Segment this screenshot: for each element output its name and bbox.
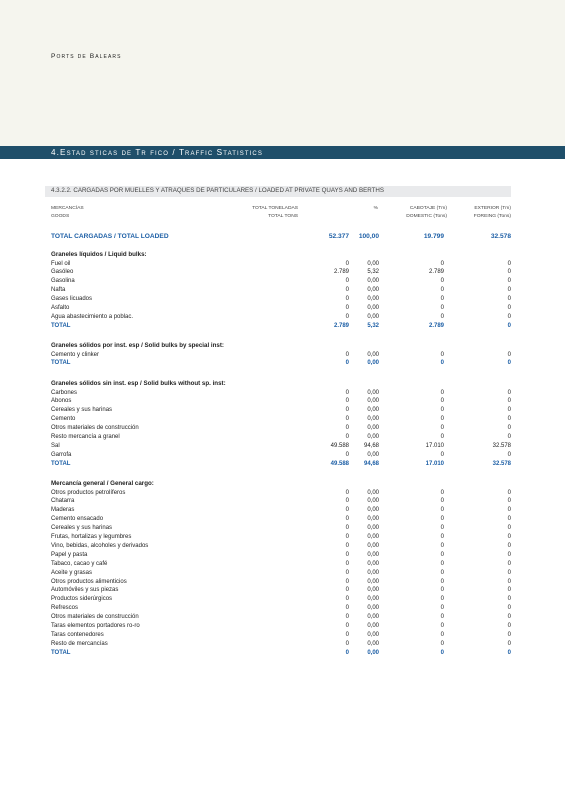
group-title: Graneles sólidos sin inst. esp / Solid bulks without sp. inst: (51, 380, 226, 387)
grand-total-row: TOTAL CARGADAS / TOTAL LOADED 52.377 100,00 19.799 32.578 (51, 233, 511, 240)
table-row: Resto mercancía a granel 0 0,00 0 0 (51, 434, 511, 440)
group-title: Graneles líquidos / Liquid bulks: (51, 251, 147, 258)
column-header-domestic: CABOTAJE (Tm) DOMESTIC (Tons) (406, 206, 447, 219)
table-row: Refrescos 0 0,00 0 0 (51, 605, 511, 612)
group-total-row: TOTAL 0 0,00 0 0 (51, 649, 511, 656)
table-row: Nafta 0 0,00 0 0 (51, 287, 511, 294)
table-row: Gasóleo 2.789 5,32 2.789 0 (51, 269, 511, 276)
column-header-total: TOTAL TONELADAS TOTAL TONS (252, 206, 298, 219)
column-header-foreign: EXTERIOR (Tm) FOREING (Tons) (473, 206, 511, 219)
subsection-title: 4.3.2.2. CARGADAS POR MUELLES Y ATRAQUES DE PARTICULARES / LOADED AT PRIVATE QUAYS AND BERTHS (51, 187, 384, 194)
table-row: Vino, bebidas, alcoholes y derivados 0 0,00 0 0 (51, 542, 511, 549)
table-row: Abonos 0 0,00 0 0 (51, 398, 511, 405)
table-row: Aceite y grasas 0 0,00 0 0 (51, 569, 511, 576)
column-header-percent: % (373, 206, 378, 211)
table-row: Cemento 0 0,00 0 0 (51, 416, 511, 423)
table-row: Sal 49.588 94,68 17.010 32.578 (51, 442, 511, 449)
table-row: Taras contenedores 0 0,00 0 0 (51, 631, 511, 638)
group-total-row: TOTAL 0 0,00 0 0 (51, 360, 511, 367)
table-row: Otros materiales de construcción 0 0,00 0 0 (51, 614, 511, 621)
table-row: Resto de mercancías 0 0,00 0 0 (51, 640, 511, 647)
table-row: Gases licuados 0 0,00 0 0 (51, 296, 511, 303)
table-row: Otros productos alimenticios 0 0,00 0 0 (51, 578, 511, 585)
section-title: 4.Estad sticas de Tr fico / Traffic Statistics (51, 148, 263, 157)
table-row: Asfalto 0 0,00 0 0 (51, 305, 511, 311)
group-total-row: TOTAL 2.789 5,32 2.789 0 (51, 322, 511, 329)
table-row: Taras elementos portadores ro-ro 0 0,00 0 0 (51, 623, 511, 629)
table-row: Cereales y sus harinas 0 0,00 0 0 (51, 525, 511, 532)
table-row: Cemento ensacado 0 0,00 0 0 (51, 516, 511, 523)
table-row: Productos siderúrgicos 0 0,00 0 0 (51, 596, 511, 603)
table-row: Carbones 0 0,00 0 0 (51, 389, 511, 396)
table-row: Agua abastecimiento a poblac. 0 0,00 0 0 (51, 313, 511, 320)
table-row: Cereales y sus harinas 0 0,00 0 0 (51, 407, 511, 414)
group-title: Mercancía general / General cargo: (51, 480, 154, 487)
table-row: Tabaco, cacao y café 0 0,00 0 0 (51, 560, 511, 567)
column-header-goods: MERCANCÍAS GOODS (51, 206, 84, 219)
table-row: Automóviles y sus piezas 0 0,00 0 0 (51, 587, 511, 594)
group-total-row: TOTAL 49.588 94,68 17.010 32.578 (51, 460, 511, 467)
brand-name: Ports de Balears (51, 53, 122, 60)
group-title: Graneles sólidos por inst. esp / Solid bulks by special inst: (51, 342, 224, 349)
table-row: Maderas 0 0,00 0 0 (51, 507, 511, 514)
header-band (0, 0, 565, 146)
table-row: Papel y pasta 0 0,00 0 0 (51, 551, 511, 558)
table-row: Otros productos petrolíferos 0 0,00 0 0 (51, 489, 511, 496)
table-row: Frutas, hortalizas y legumbres 0 0,00 0 0 (51, 534, 511, 540)
table-row: Fuel oil 0 0,00 0 0 (51, 260, 511, 267)
table-row: Gasolina 0 0,00 0 0 (51, 278, 511, 285)
table-row: Otros materiales de construcción 0 0,00 0 0 (51, 425, 511, 432)
table-row: Garrofa 0 0,00 0 0 (51, 451, 511, 458)
table-row: Chatarra 0 0,00 0 0 (51, 498, 511, 505)
table-row: Cemento y clinker 0 0,00 0 0 (51, 351, 511, 358)
